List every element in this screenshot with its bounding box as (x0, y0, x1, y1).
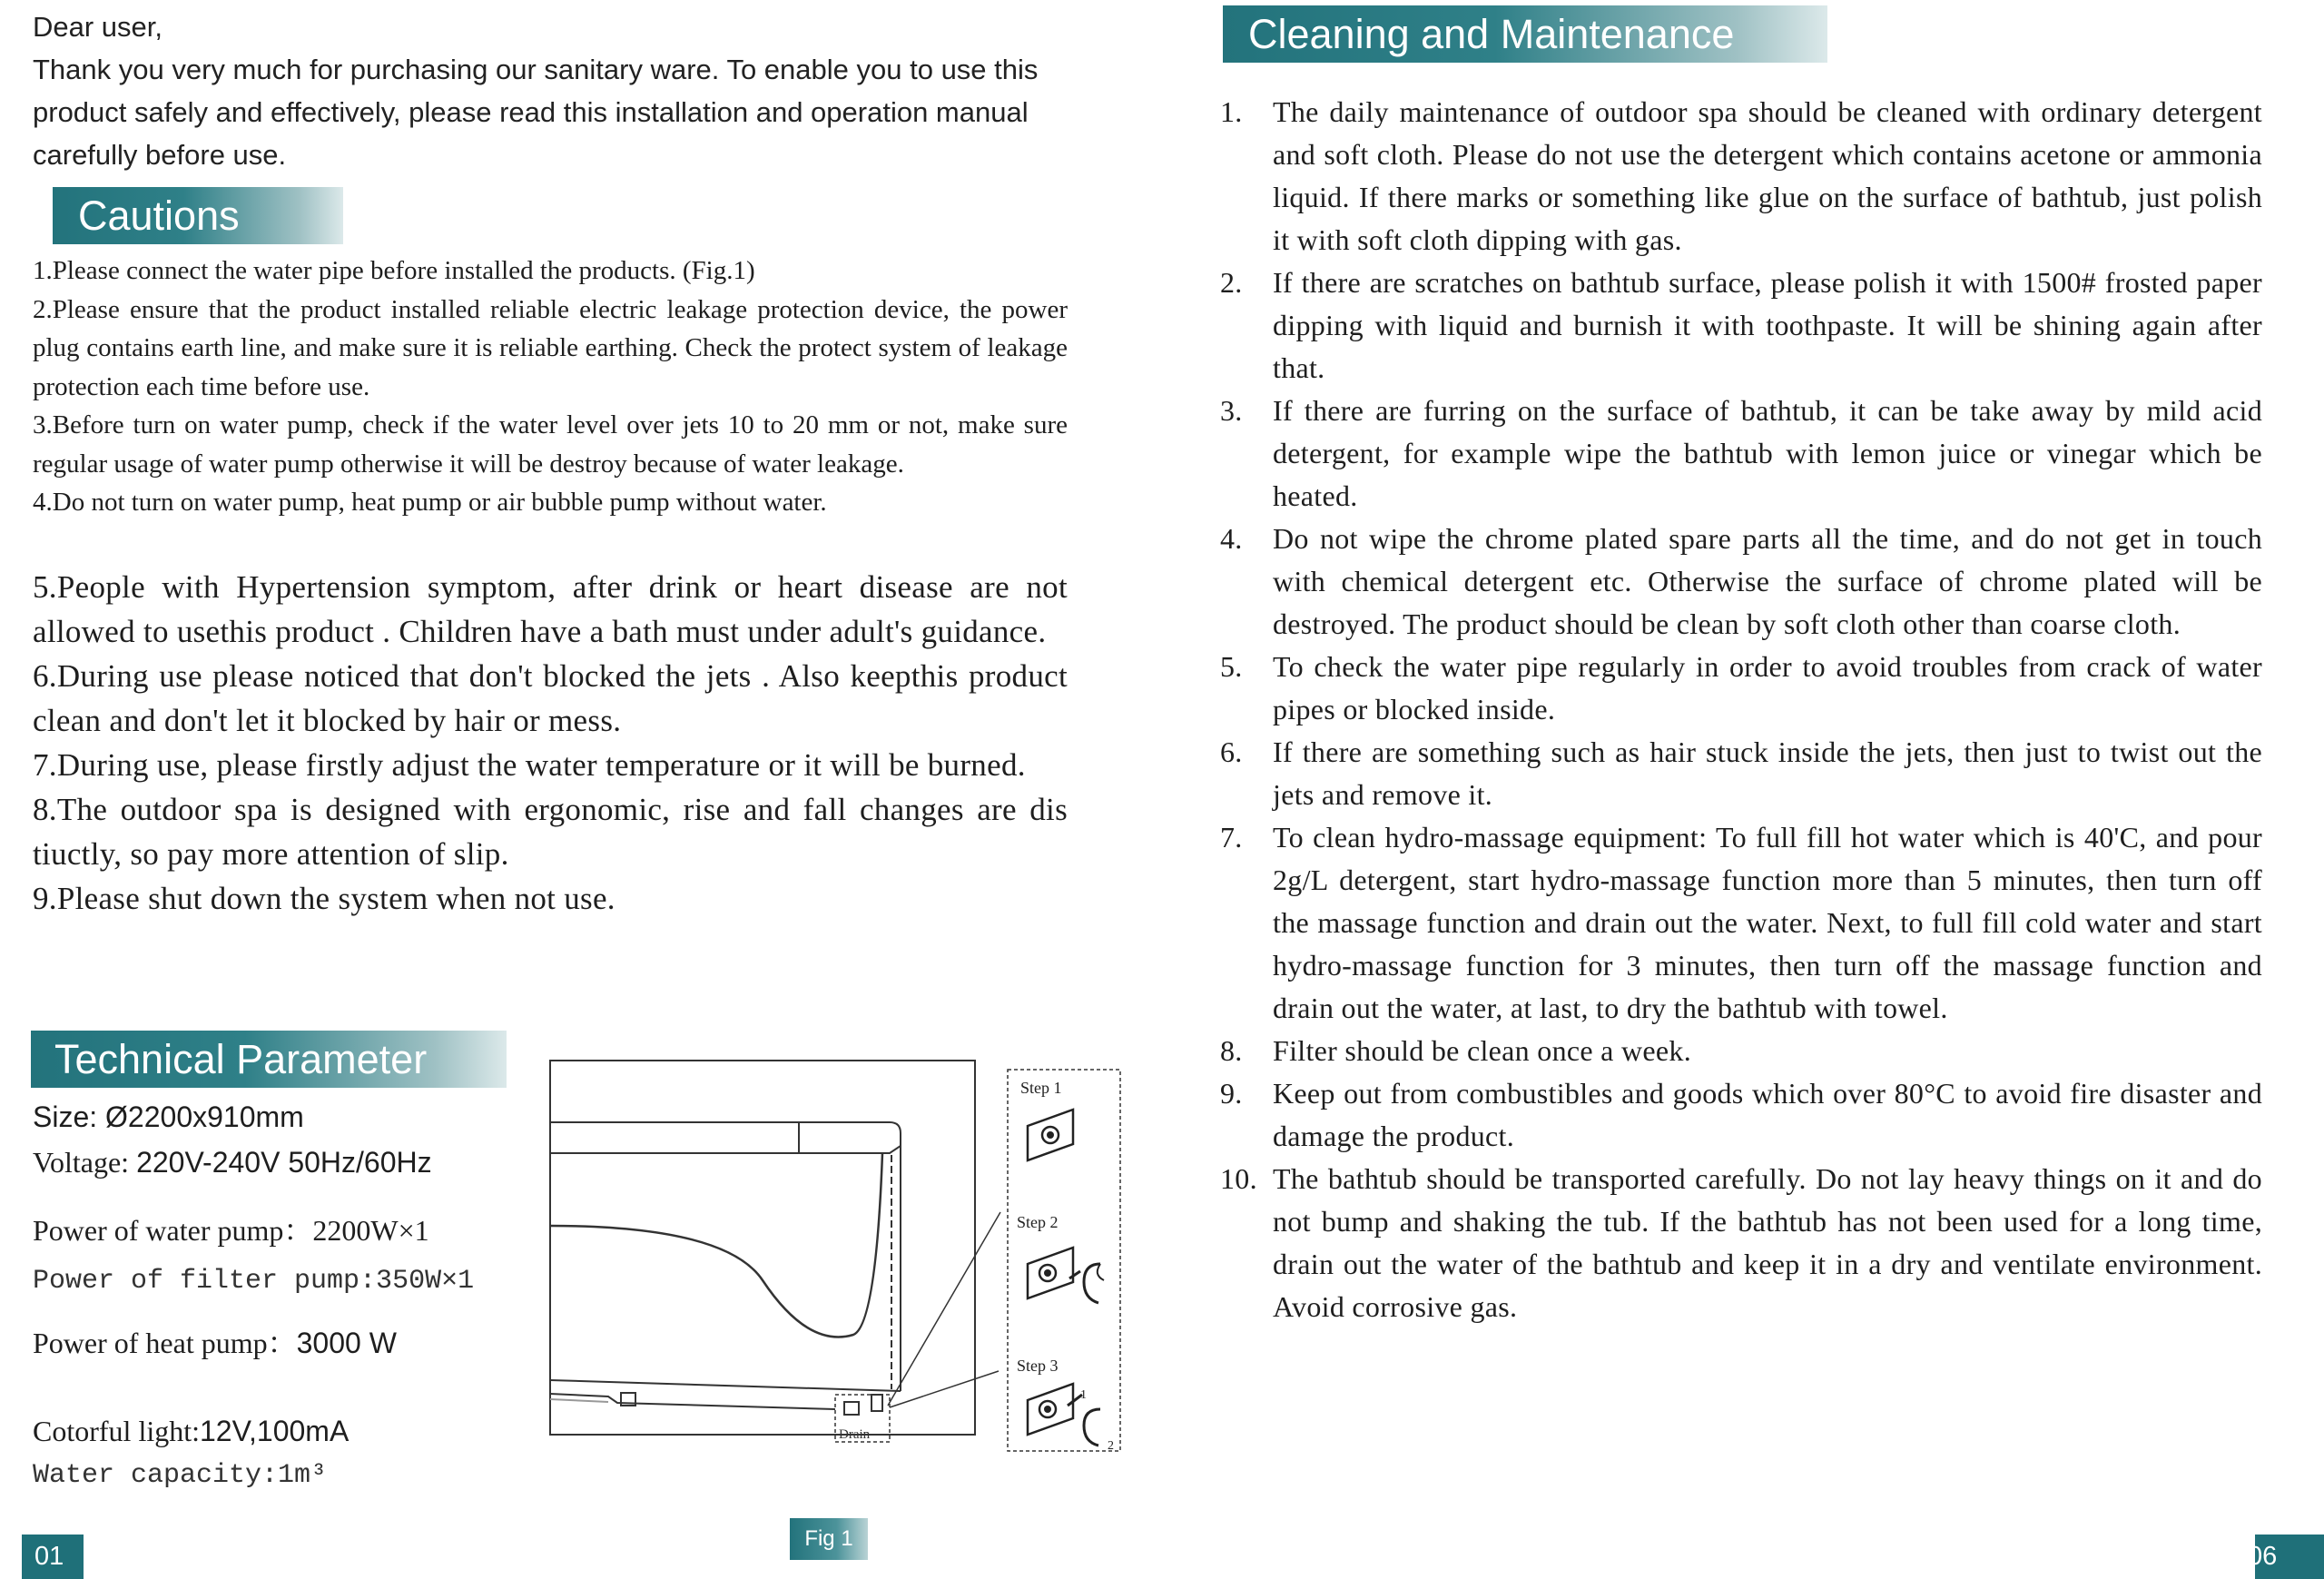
param-capacity (33, 1460, 327, 1491)
caution-item: 3.Before turn on water pump, check if the water level over jets 10 to 20 mm or not, make sure regular usage of water pump otherwise it will be destroy because of water leakage. (33, 410, 1068, 479)
cleaning-item (1220, 731, 2262, 816)
param-capacity-text: Water capacity:1m³ (33, 1460, 328, 1491)
cleaning-item-number: 2. (1220, 266, 1243, 299)
cleaning-item-number: 10. (1220, 1162, 1257, 1195)
cautions-heading: Cautions (53, 187, 343, 244)
step1-label: Step 1 (1020, 1079, 1062, 1097)
param-heat-pump-value: 3000 W (296, 1327, 397, 1359)
step3-num2: 2 (1108, 1439, 1114, 1453)
param-size (33, 1100, 304, 1134)
cleaning-item (1220, 646, 2262, 731)
steps-box (1008, 1070, 1120, 1451)
param-size-label: Size: (33, 1100, 106, 1133)
caution-item: 5.People with Hypertension symptom, after drink or heart disease are not allowed to usethis product . Children have a bath must under adult's guidance. (33, 569, 1068, 649)
page-number-left: 01 (22, 1535, 84, 1579)
caution-item: 4.Do not turn on water pump, heat pump or air bubble pump without water. (33, 488, 827, 517)
param-filter-pump-text: Power of filter pump:350W×1 (33, 1266, 475, 1297)
tub-rim (550, 1122, 901, 1153)
cleaning-heading: Cleaning and Maintenance (1223, 5, 1827, 63)
param-light-label: Cotorful light: (33, 1415, 200, 1447)
page-number-right: 06 (2255, 1535, 2324, 1579)
param-water-pump-value: 2200W×1 (312, 1214, 429, 1247)
cleaning-item-number: 4. (1220, 522, 1243, 555)
cleaning-item (1220, 1158, 2262, 1328)
param-light (33, 1415, 349, 1448)
drain-label: Drain (839, 1427, 871, 1442)
tub-wall (550, 1153, 882, 1337)
cleaning-item (1220, 1030, 2262, 1072)
cleaning-item-number: 9. (1220, 1077, 1243, 1110)
jet-step2-icon (1028, 1248, 1104, 1303)
cleaning-item-text: The bathtub should be transported carefully. Do not lay heavy things on it and do not bump and shaking the tub. If the bathtub has not been used for a long time, drain out the water of the bathtub and keep it in a dry and ventilate environment. Avoid corrosive gas. (1273, 1162, 2262, 1323)
cleaning-item-text: If there are furring on the surface of bathtub, it can be take away by mild acid detergent, for example wipe the bathtub with lemon juice or vinegar which be heated. (1273, 394, 2262, 512)
param-heat-pump (33, 1320, 397, 1362)
cleaning-item-number: 6. (1220, 735, 1243, 768)
param-size-value: Ø2200x910mm (105, 1100, 304, 1133)
param-water-pump (33, 1208, 429, 1249)
cleaning-item (1220, 518, 2262, 646)
cleaning-item-text: To check the water pipe regularly in order to avoid troubles from crack of water pipes or blocked inside. (1273, 650, 2262, 725)
caution-item: 6.During use please noticed that don't blocked the jets . Also keepthis product clean and don't let it blocked by hair or mess. (33, 658, 1068, 738)
cautions-list-large (33, 565, 1068, 921)
param-light-value: 12V,100mA (200, 1415, 350, 1447)
cleaning-item-text: If there are scratches on bathtub surface, please polish it with 1500# frosted paper dipping with liquid and burnish it with toothpaste. It will be shining again after that. (1273, 266, 2262, 384)
right-page (1162, 0, 2324, 1579)
cleaning-item-number: 7. (1220, 821, 1243, 854)
greeting: Dear user, (33, 11, 163, 43)
cleaning-item-number: 1. (1220, 95, 1243, 128)
step3-label: Step 3 (1017, 1357, 1059, 1375)
caution-item: 8.The outdoor spa is designed with ergonomic, rise and fall changes are dis tiuctly, so pay more attention of slip. (33, 792, 1068, 872)
caution-item: 9.Please shut down the system when not use. (33, 881, 615, 916)
param-voltage (33, 1146, 432, 1179)
technical-heading: Technical Parameter (31, 1031, 507, 1088)
cleaning-item-text: Keep out from combustibles and goods which over 80°C to avoid fire disaster and damage the product. (1273, 1077, 2262, 1152)
step3-num1: 1 (1080, 1388, 1087, 1402)
cleaning-item-text: To clean hydro-massage equipment: To full fill hot water which is 40'C, and pour 2g/L detergent, start hydro-massage function more than 5 minutes, then turn off the massage function and drain out the water. Next, to full fill cold water and start hydro-massage function for 3 minutes, then turn off the massage function and drain out the water, at last, to dry the bathtub with towel. (1273, 821, 2262, 1024)
jet-step3-icon (1028, 1384, 1114, 1453)
installation-figure (545, 1053, 1126, 1471)
cleaning-item (1220, 91, 2262, 262)
intro-section (33, 5, 1068, 176)
cleaning-list (1220, 91, 2262, 1328)
cleaning-item (1220, 1072, 2262, 1158)
cautions-list-small (33, 252, 1068, 522)
cleaning-item (1220, 390, 2262, 518)
cleaning-item-number: 3. (1220, 394, 1243, 427)
caution-item: 7.During use, please firstly adjust the water temperature or it will be burned. (33, 747, 1026, 783)
step2-label: Step 2 (1017, 1213, 1059, 1231)
cleaning-item (1220, 816, 2262, 1030)
caution-item: 1.Please connect the water pipe before installed the products. (Fig.1) (33, 256, 755, 285)
param-water-pump-label: Power of water pump： (33, 1214, 313, 1247)
param-voltage-label: Voltage: (33, 1146, 137, 1179)
cleaning-item (1220, 262, 2262, 390)
figure-frame (550, 1061, 975, 1435)
cleaning-item-text: If there are something such as hair stuck inside the jets, then just to twist out the jets and remove it. (1273, 735, 2262, 811)
param-heat-pump-label: Power of heat pump： (33, 1327, 297, 1359)
param-filter-pump (33, 1266, 474, 1297)
cleaning-item-number: 5. (1220, 650, 1243, 683)
cleaning-item-number: 8. (1220, 1034, 1243, 1067)
cleaning-item-text: The daily maintenance of outdoor spa should be cleaned with ordinary detergent and soft cloth. Please do not use the detergent which contains acetone or ammonia liquid. If there marks or something like glue on the surface of bathtub, just polish it with soft cloth dipping with gas. (1273, 95, 2262, 256)
figure-caption: Fig 1 (790, 1518, 868, 1560)
caution-item: 2.Please ensure that the product installed reliable electric leakage protection device, the power plug contains earth line, and make sure it is reliable earthing. Check the protect system of leakage protection each time before use. (33, 294, 1068, 401)
jet-step1-icon (1028, 1110, 1073, 1160)
cleaning-item-text: Filter should be clean once a week. (1273, 1034, 1691, 1067)
cleaning-item-text: Do not wipe the chrome plated spare parts all the time, and do not get in touch with chemical detergent etc. Otherwise the surface of chrome plated will be destroyed. The product should be clean by soft cloth other than coarse cloth. (1273, 522, 2262, 640)
intro-text: Thank you very much for purchasing our sanitary ware. To enable you to use this product safely and effectively, please read this installation and operation manual carefully before use. (33, 54, 1039, 171)
param-voltage-value: 220V-240V 50Hz/60Hz (136, 1146, 432, 1179)
